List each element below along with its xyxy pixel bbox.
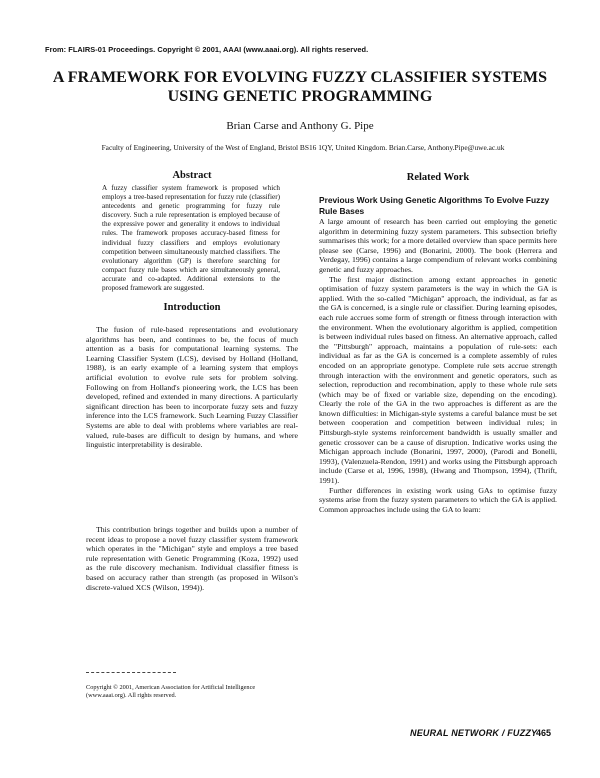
footnote-divider [86, 672, 176, 673]
footnote-line-2: (www.aaai.org). All rights reserved. [86, 691, 177, 699]
authors: Brian Carse and Anthony G. Pipe [226, 120, 374, 132]
related-work-subheading: Previous Work Using Genetic Algorithms To Evolve Fuzzy Rule Bases [319, 195, 550, 216]
related-work-paragraph-1: A large amount of research has been carried out employing the genetic algorithm in determining fuzzy system parameters. This subsection briefly summarises this work; for a more detailed overview than space permits here please see (Carse, 1996) and (Bonarini, 2000). The book (Herrera and Verdegay, 1996) contains a large compendium of relevant works combining genetic and fuzzy approaches. [319, 217, 557, 274]
footer-section-label: NEURAL NETWORK / FUZZY [410, 728, 538, 738]
introduction-paragraph-1: The fusion of rule-based representations and evolutionary algorithms has been, and continues to be, the focus of much attention as a basis for computational learning systems. The Learning Classifier System (LCS), devised by Holland (Holland, 1988), is an early example of a learning system that employs artificial evolution to evolve rule sets for problem solving. Following on from Holland's pioneering work, the LCS has been developed, refined and extended in many directions. A particularly significant direction has been to incorporate fuzzy sets and fuzzy inference into the LCS framework. Such Learning Fuzzy Classifier Systems are able to deal with problems where variables are real-valued, rule-bases are difficult to design by humans, and where linguistic interpretability is desirable. [86, 325, 298, 450]
paper-title [40, 68, 560, 106]
copyright-footnote [86, 684, 298, 699]
right-column [319, 172, 557, 514]
title-line-2: USING GENETIC PROGRAMMING [167, 88, 433, 105]
related-work-heading: Related Work [406, 172, 470, 183]
abstract-body: A fuzzy classifier system framework is proposed which employs a tree-based representation for fuzzy rule (classifier) antecedents and genetic programming for fuzzy rule discovery. Such a rule representation is employed because of the expressive power and generality it endows to individual rules. The framework proposes accuracy-based fitness for individual fuzzy classifiers and employs evolutionary competition between simultaneously matched classifiers. The evolutionary algorithm (GP) is therefore searching for compact fuzzy rule bases which are simultaneously general, accurate and co-adapted. Additional extensions to the proposed framework are suggested. [102, 184, 280, 293]
affiliation: Faculty of Engineering, University of the West of England, Bristol BS16 1QY, United Kingdom. Brian.Carse, Anthony.Pipe@uwe.ac.uk [101, 143, 505, 152]
abstract-heading: Abstract [172, 170, 212, 181]
page-number: 465 [536, 728, 552, 738]
introduction-heading: Introduction [163, 302, 221, 313]
left-column [86, 170, 298, 293]
introduction-paragraph-2: This contribution brings together and builds upon a number of recent ideas to propose a novel fuzzy classifier system framework which operates in the "Michigan" style and employs a tree based rule representation with Genetic Programming (Koza, 1992) used as the rule discovery mechanism. Individual classifier fitness is based on accuracy rather than strength (as proposed in Wilson's discrete-valued XCS (Wilson, 1994)). [86, 525, 298, 592]
title-line-1: A FRAMEWORK FOR EVOLVING FUZZY CLASSIFIER SYSTEMS [52, 69, 548, 86]
copyright-header: From: FLAIRS-01 Proceedings. Copyright © 2001, AAAI (www.aaai.org). All rights reserved. [45, 45, 369, 54]
related-work-paragraph-2: The first major distinction among extant approaches in genetic optimisation of fuzzy system parameters is the way in which the GA is applied. With the so-called "Michigan" approach, the individual, as far as the GA is concerned, is a single rule or classifier. During learning episodes, each rule accrues some form of strength or fitness through interaction with the environment. When the evolutionary algorithm is applied, competition is between individual rules based on fitness. An alternative approach, called the "Pittsburgh" approach, maintains a population of rule-sets: each individual as far as the GA is concerned is a complete assembly of rules encoded on an appropriate genotype. Complete rule sets accrue strength through interaction with the environment and genetic operators, such as selection, reproduction and recombination, apply to these whole rule sets (which may be of fixed or variable size, depending on the encoding). Clearly the role of the GA in the two approaches is different as are the known difficulties: in Michigan-style systems a careful balance must be set between cooperation and competition between individual rules; in Pittsburgh-style systems reinforcement bandwidth is usually smaller and genetic crossover can be a cause of disruption. Indicative works using the Michigan approach include (Bonarini, 1997, 2000), (Parodi and Bonelli, 1993), (Valenzuela-Rendon, 1991) and works using the Pittsburgh approach include (Carse et al, 1996, 1998), (Hwang and Thompson, 1994), (Thrift, 1991). [319, 274, 557, 486]
related-work-paragraph-3: Further differences in existing work using GAs to optimise fuzzy systems arise from the fuzzy system parameters to which the GA is applied. Common approaches include using the GA to learn: [319, 485, 557, 514]
footnote-line-1: Copyright © 2001, American Association for Artificial Intelligence [86, 684, 256, 691]
